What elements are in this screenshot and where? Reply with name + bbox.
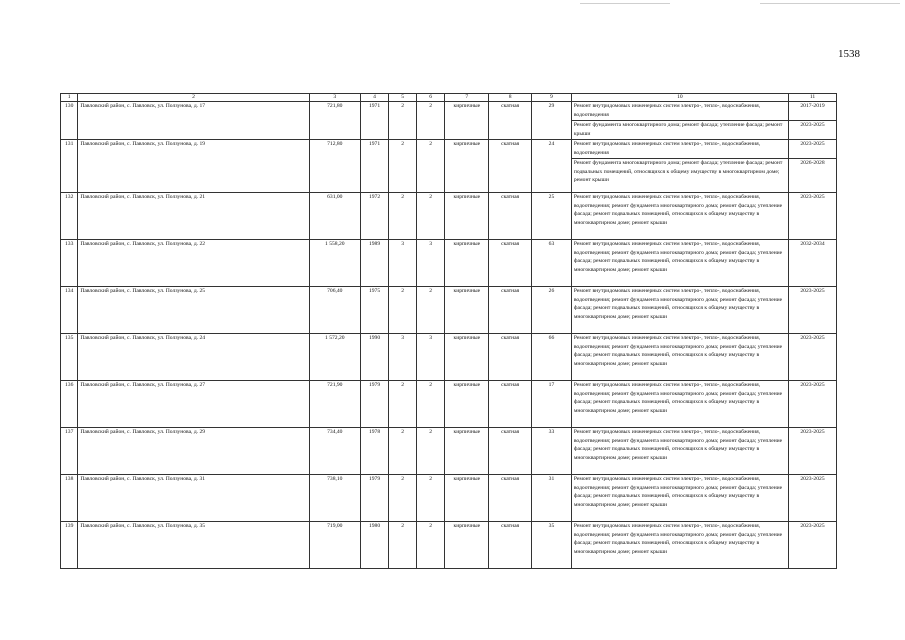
walls-material-cell: кирпичные — [445, 140, 489, 193]
repair-works-cell: Ремонт фундамента многоквартирного дома; ремонт фасада; утепление фасада; ремонт крыши — [571, 121, 788, 140]
residents-count-cell: 35 — [532, 522, 572, 569]
table-row — [61, 428, 837, 475]
table-row — [61, 240, 837, 287]
row-number: 130 — [61, 102, 78, 140]
year-cell: 1971 — [360, 140, 389, 193]
repair-works-cell: Ремонт внутридомовых инженерных систем электро-, тепло-, водоснабжения, водоотведения; ремонт фундамента многоквартирного дома; ремонт фасада; утепление фасада; ремонт подвальных помещений, относящихся к общему имуществу в многоквартирном доме; ремонт крыши — [571, 475, 788, 522]
repair-works-cell: Ремонт внутридомовых инженерных систем электро-, тепло-, водоснабжения, водоотведения — [571, 140, 788, 159]
year-cell: 1979 — [360, 381, 389, 428]
area-cell: 738,10 — [309, 475, 360, 522]
planned-period-cell: 2023-2025 — [789, 475, 837, 522]
year-cell: 1971 — [360, 102, 389, 140]
floors-cell: 2 — [389, 287, 417, 334]
column-header-11: 11 — [789, 94, 837, 102]
scan-artifact-line — [760, 3, 900, 4]
floors-cell: 2 — [389, 475, 417, 522]
entrances-cell: 2 — [416, 140, 445, 193]
area-cell: 721,90 — [309, 381, 360, 428]
roof-type-cell: скатная — [489, 287, 532, 334]
address-cell: Павловский район, с. Павловск, ул. Ползунова, д. 35 — [78, 522, 309, 569]
entrances-cell: 2 — [416, 428, 445, 475]
walls-material-cell: кирпичные — [445, 381, 489, 428]
roof-type-cell: скатная — [489, 475, 532, 522]
year-cell: 1980 — [360, 522, 389, 569]
column-number-row — [61, 94, 837, 102]
address-cell: Павловский район, с. Павловск, ул. Ползунова, д. 19 — [78, 140, 309, 193]
repair-works-cell: Ремонт внутридомовых инженерных систем электро-, тепло-, водоснабжения, водоотведения; ремонт фундамента многоквартирного дома; ремонт фасада; утепление фасада; ремонт подвальных помещений, относящихся к общему имуществу в многоквартирном доме; ремонт крыши — [571, 193, 788, 240]
area-cell: 1 572,20 — [309, 334, 360, 381]
roof-type-cell: скатная — [489, 522, 532, 569]
planned-period-cell: 2023-2025 — [789, 381, 837, 428]
table-row — [61, 522, 837, 569]
planned-period-cell: 2023-2025 — [789, 121, 837, 140]
column-header-9: 9 — [532, 94, 572, 102]
address-cell: Павловский район, с. Павловск, ул. Ползунова, д. 25 — [78, 287, 309, 334]
floors-cell: 2 — [389, 428, 417, 475]
floors-cell: 2 — [389, 102, 417, 140]
repair-works-cell: Ремонт внутридомовых инженерных систем электро-, тепло-, водоснабжения, водоотведения; ремонт фундамента многоквартирного дома; ремонт фасада; утепление фасада; ремонт подвальных помещений, относящихся к общему имуществу в многоквартирном доме; ремонт крыши — [571, 334, 788, 381]
roof-type-cell: скатная — [489, 240, 532, 287]
floors-cell: 2 — [389, 140, 417, 193]
table-row — [61, 334, 837, 381]
row-number: 135 — [61, 334, 78, 381]
year-cell: 1972 — [360, 193, 389, 240]
walls-material-cell: кирпичные — [445, 287, 489, 334]
area-cell: 721,80 — [309, 102, 360, 140]
planned-period-cell: 2023-2025 — [789, 334, 837, 381]
address-cell: Павловский район, с. Павловск, ул. Ползунова, д. 31 — [78, 475, 309, 522]
walls-material-cell: кирпичные — [445, 240, 489, 287]
area-cell: 719,00 — [309, 522, 360, 569]
planned-period-cell: 2017-2019 — [789, 102, 837, 121]
entrances-cell: 2 — [416, 287, 445, 334]
year-cell: 1990 — [360, 334, 389, 381]
column-header-10: 10 — [571, 94, 788, 102]
roof-type-cell: скатная — [489, 428, 532, 475]
year-cell: 1975 — [360, 287, 389, 334]
area-cell: 631,00 — [309, 193, 360, 240]
planned-period-cell: 2023-2025 — [789, 522, 837, 569]
residents-count-cell: 25 — [532, 193, 572, 240]
address-cell: Павловский район, с. Павловск, ул. Ползунова, д. 22 — [78, 240, 309, 287]
column-header-2: 2 — [78, 94, 309, 102]
repair-works-cell: Ремонт внутридомовых инженерных систем электро-, тепло-, водоснабжения, водоотведения; ремонт фундамента многоквартирного дома; ремонт фасада; утепление фасада; ремонт подвальных помещений, относящихся к общему имуществу в многоквартирном доме; ремонт крыши — [571, 522, 788, 569]
column-header-5: 5 — [389, 94, 417, 102]
walls-material-cell: кирпичные — [445, 522, 489, 569]
floors-cell: 3 — [389, 334, 417, 381]
residents-count-cell: 66 — [532, 334, 572, 381]
planned-period-cell: 2023-2025 — [789, 140, 837, 159]
address-cell: Павловский район, с. Павловск, ул. Ползунова, д. 17 — [78, 102, 309, 140]
floors-cell: 3 — [389, 240, 417, 287]
table-row — [61, 140, 837, 159]
walls-material-cell: кирпичные — [445, 193, 489, 240]
row-number: 132 — [61, 193, 78, 240]
planned-period-cell: 2023-2025 — [789, 193, 837, 240]
column-header-8: 8 — [489, 94, 532, 102]
row-number: 134 — [61, 287, 78, 334]
column-header-6: 6 — [416, 94, 445, 102]
residents-count-cell: 31 — [532, 475, 572, 522]
area-cell: 706,40 — [309, 287, 360, 334]
entrances-cell: 3 — [416, 240, 445, 287]
row-number: 136 — [61, 381, 78, 428]
row-number: 133 — [61, 240, 78, 287]
entrances-cell: 2 — [416, 522, 445, 569]
year-cell: 1978 — [360, 428, 389, 475]
table-row — [61, 193, 837, 240]
roof-type-cell: скатная — [489, 193, 532, 240]
walls-material-cell: кирпичные — [445, 428, 489, 475]
residents-count-cell: 24 — [532, 140, 572, 193]
planned-period-cell: 2023-2025 — [789, 287, 837, 334]
column-header-3: 3 — [309, 94, 360, 102]
row-number: 131 — [61, 140, 78, 193]
address-cell: Павловский район, с. Павловск, ул. Ползунова, д. 24 — [78, 334, 309, 381]
planned-period-cell: 2032-2034 — [789, 240, 837, 287]
floors-cell: 2 — [389, 381, 417, 428]
repair-works-cell: Ремонт фундамента многоквартирного дома; ремонт фасада; утепление фасада; ремонт подвальных помещений, относящихся к общему имуществу в многоквартирном доме; ремонт крыши — [571, 159, 788, 193]
area-cell: 1 558,20 — [309, 240, 360, 287]
roof-type-cell: скатная — [489, 381, 532, 428]
residents-count-cell: 63 — [532, 240, 572, 287]
table-row — [61, 475, 837, 522]
residents-count-cell: 26 — [532, 287, 572, 334]
walls-material-cell: кирпичные — [445, 102, 489, 140]
roof-type-cell: скатная — [489, 140, 532, 193]
row-number: 138 — [61, 475, 78, 522]
entrances-cell: 2 — [416, 102, 445, 140]
floors-cell: 2 — [389, 522, 417, 569]
planned-period-cell: 2026-2028 — [789, 159, 837, 193]
roof-type-cell: скатная — [489, 334, 532, 381]
row-number: 137 — [61, 428, 78, 475]
repair-works-cell: Ремонт внутридомовых инженерных систем электро-, тепло-, водоснабжения, водоотведения; ремонт фундамента многоквартирного дома; ремонт фасада; утепление фасада; ремонт подвальных помещений, относящихся к общему имуществу в многоквартирном доме; ремонт крыши — [571, 287, 788, 334]
column-header-1: 1 — [61, 94, 78, 102]
year-cell: 1989 — [360, 240, 389, 287]
scan-artifact-line — [580, 3, 670, 4]
entrances-cell: 2 — [416, 381, 445, 428]
residents-count-cell: 33 — [532, 428, 572, 475]
repair-works-cell: Ремонт внутридомовых инженерных систем электро-, тепло-, водоснабжения, водоотведения; ремонт фундамента многоквартирного дома; ремонт фасада; утепление фасада; ремонт подвальных помещений, относящихся к общему имуществу в многоквартирном доме; ремонт крыши — [571, 428, 788, 475]
roof-type-cell: скатная — [489, 102, 532, 140]
walls-material-cell: кирпичные — [445, 334, 489, 381]
year-cell: 1979 — [360, 475, 389, 522]
floors-cell: 2 — [389, 193, 417, 240]
area-cell: 712,80 — [309, 140, 360, 193]
table-row — [61, 287, 837, 334]
table-row — [61, 102, 837, 121]
address-cell: Павловский район, с. Павловск, ул. Ползунова, д. 27 — [78, 381, 309, 428]
column-header-4: 4 — [360, 94, 389, 102]
entrances-cell: 2 — [416, 193, 445, 240]
column-header-7: 7 — [445, 94, 489, 102]
table-row — [61, 381, 837, 428]
address-cell: Павловский район, с. Павловск, ул. Ползунова, д. 21 — [78, 193, 309, 240]
address-cell: Павловский район, с. Павловск, ул. Ползунова, д. 29 — [78, 428, 309, 475]
entrances-cell: 2 — [416, 475, 445, 522]
row-number: 139 — [61, 522, 78, 569]
page-number: 1538 — [838, 48, 860, 60]
repair-works-cell: Ремонт внутридомовых инженерных систем электро-, тепло-, водоснабжения, водоотведения; ремонт фундамента многоквартирного дома; ремонт фасада; утепление фасада; ремонт подвальных помещений, относящихся к общему имуществу в многоквартирном доме; ремонт крыши — [571, 381, 788, 428]
area-cell: 734,40 — [309, 428, 360, 475]
entrances-cell: 3 — [416, 334, 445, 381]
residents-count-cell: 29 — [532, 102, 572, 140]
walls-material-cell: кирпичные — [445, 475, 489, 522]
housing-register-table — [60, 93, 837, 569]
repair-works-cell: Ремонт внутридомовых инженерных систем электро-, тепло-, водоснабжения, водоотведения — [571, 102, 788, 121]
residents-count-cell: 17 — [532, 381, 572, 428]
planned-period-cell: 2023-2025 — [789, 428, 837, 475]
repair-works-cell: Ремонт внутридомовых инженерных систем электро-, тепло-, водоснабжения, водоотведения; ремонт фундамента многоквартирного дома; ремонт фасада; утепление фасада; ремонт подвальных помещений, относящихся к общему имуществу в многоквартирном доме; ремонт крыши — [571, 240, 788, 287]
